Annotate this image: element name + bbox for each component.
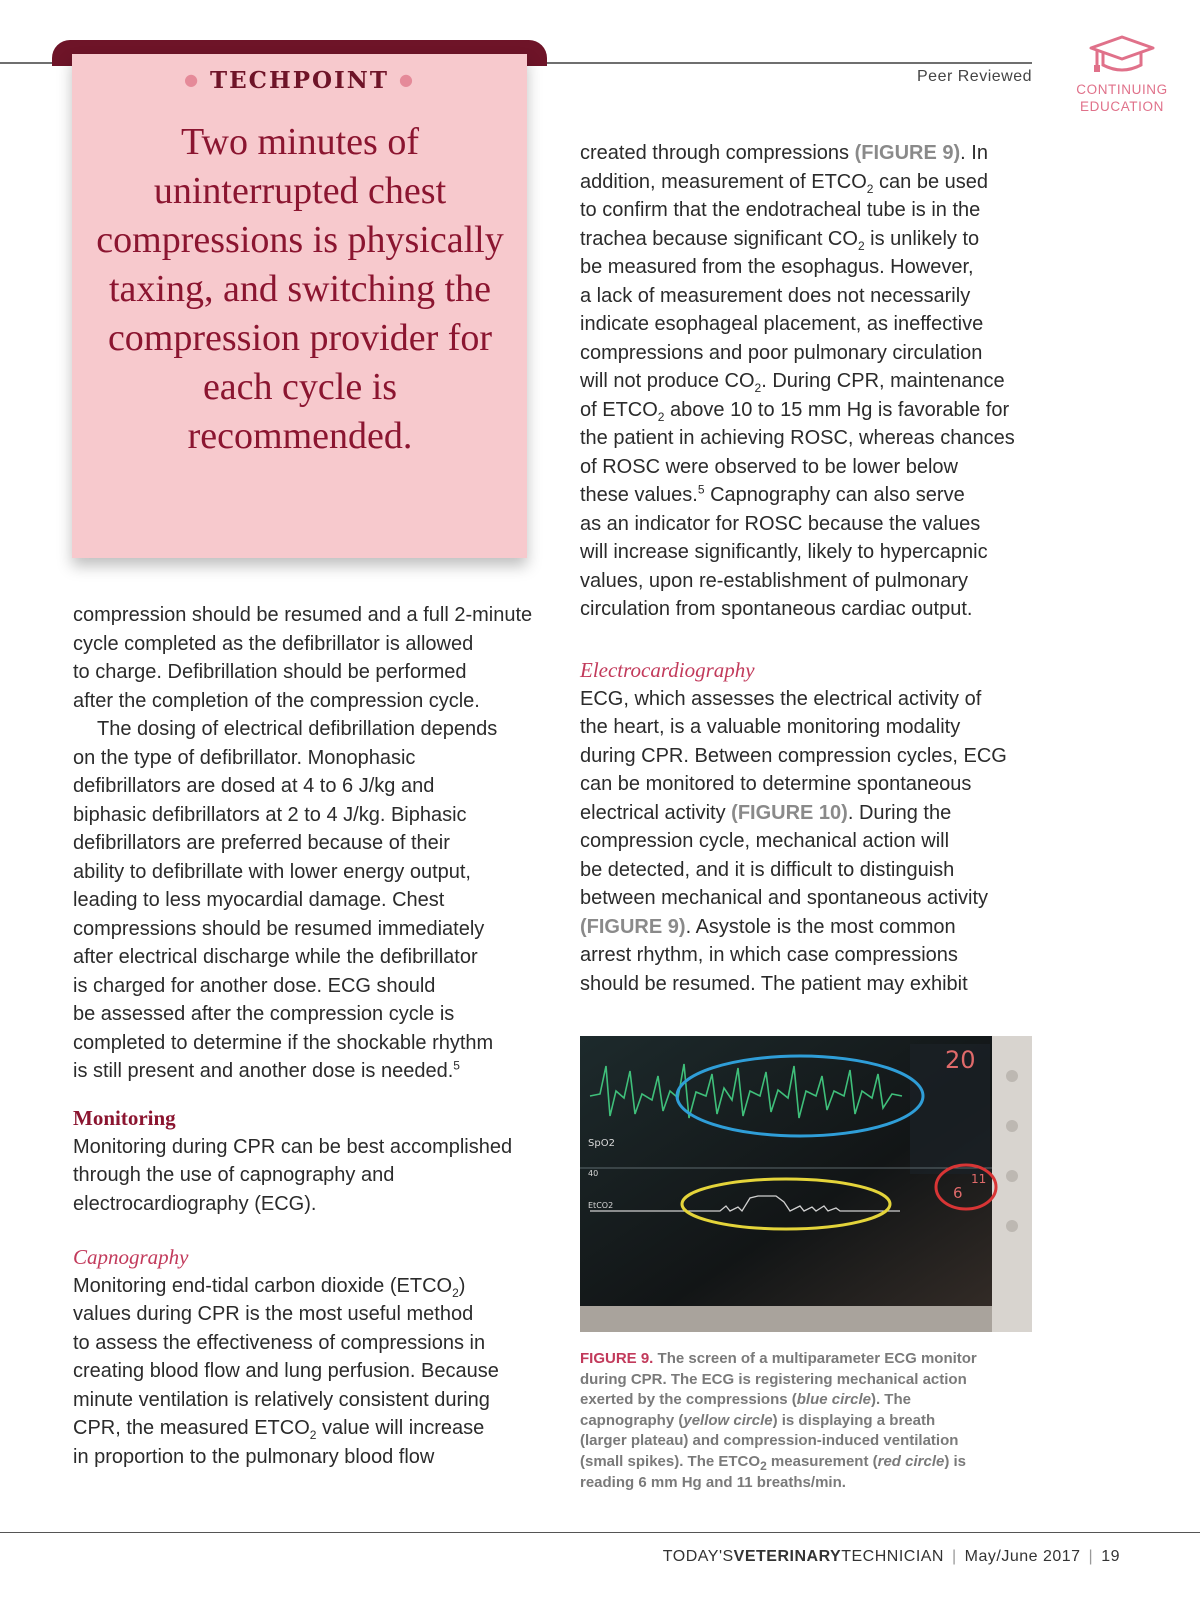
electrocardiography-heading: Electrocardiography [580, 658, 755, 682]
figure-9-caption: FIGURE 9. The screen of a multiparameter ECG monitor during CPR. The ECG is registering mechanical action exerted by the compressions (blue circle). The capnography (yellow circle) is displaying a breath (larger plateau) and compression-induced ventilation (small spikes). The $ETCO_2$ measurement (red circle) is reading 6 mm Hg and 11 breaths/min. [580, 1350, 977, 1491]
monitor-base [580, 1306, 992, 1332]
paragraph-defibrillation-dosing: The dosing of electrical defibrillation depends on the type of defibrillator. Monophasic defibrillators are dosed at 4 to 6 J/kg and biphasic defibrillators at 2 to 4 J/kg. Biphasic defibrillators are preferred because of their ability to defibrillate with lower energy output, leading to less myocardial damage. Chest compressions should be resumed immediately after electrical discharge while the defibrillator is charged for another dose. ECG should be assessed after the compression cycle is completed to determine if the shockable rhythm is still present and another dose is needed.$^5$ [73, 718, 498, 1082]
peer-reviewed-label: Peer Reviewed [917, 68, 1032, 85]
capnography-section: Capnography Monitoring end-tidal carbon dioxide $(ETCO_2)$ values during CPR is the most useful method to assess the effectiveness of compressions in creating blood flow and lung perfusion. Because minute ventilation is relatively consistent during CPR, the measured $ETCO_2$ value will increase in proportion to the pulmonary blood flow [73, 1243, 548, 1471]
etco2-value: 6 [953, 1184, 963, 1202]
continuing-education-label: CONTINUING EDUCATION [1076, 82, 1168, 114]
electrocardiography-section: Electrocardiography ECG, which assesses the electrical activity of the heart, is a valuable monitoring modality during CPR. Between compression cycles, ECG can be monitored to determine spontaneous electrical activity (FIGURE 10). During the compression cycle, mechanical action will be detected, and it is difficult to distinguish between mechanical and spontaneous activity (FIGURE 9). Asystole is the most common arrest rhythm, in which case compressions should be resumed. The patient may exhibit [580, 656, 1040, 998]
techpoint-box [72, 54, 527, 558]
footer-rule [0, 1532, 1200, 1533]
page-number: 19 [1101, 1548, 1120, 1565]
continuing-education-badge [1062, 34, 1182, 115]
left-column [73, 601, 548, 1086]
figure-10-reference[interactable]: (FIGURE 10) [731, 801, 848, 824]
capnography-heading: Capnography [73, 1245, 189, 1269]
spo2-label: SpO2 [588, 1138, 615, 1149]
etco2-label: EtCO2 [588, 1201, 614, 1210]
figure-label: FIGURE 9. [580, 1350, 654, 1367]
graduation-cap-icon [1087, 34, 1157, 76]
right-column-capnography: created through compressions (FIGURE 9). In addition, measurement of $ETCO_2$ can be used to confirm that the endotracheal tube is in the trachea because significant $CO_2$ is unlikely to be measured from the esophagus. However, a lack of measurement does not necessarily indicate esophageal placement, as ineffective compressions and poor pulmonary circulation will not produce $CO_2$. During CPR, maintenance of $ETCO_2$ above 10 to 15 mm Hg is favorable for the patient in achieving ROSC, whereas chances of ROSC were observed to be lower below these values.$^5$ Capnography can also serve as an indicator for ROSC because the values will increase significantly, likely to hypercapnic values, upon re-establishment of pulmonary circulation from spontaneous cardiac output. [580, 142, 1015, 620]
monitoring-section: Monitoring Monitoring during CPR can be best accomplished through the use of capnography and electrocardiography (ECG). [73, 1104, 548, 1218]
scale-label: 40 [588, 1169, 599, 1178]
publication-name: TODAY'SVETERINARYTECHNICIAN [662, 1548, 944, 1565]
figure-9-reference[interactable]: (FIGURE 9) [854, 142, 961, 164]
figure-9-reference[interactable]: (FIGURE 9) [580, 915, 686, 938]
ecg-monitor-image [580, 1036, 1032, 1332]
bullet-dot-icon: ● [184, 70, 201, 89]
paragraph-defibrillation-cycle: compression should be resumed and a full 2-minute cycle completed as the defibrillator is allowed to charge. Defibrillation should be performed after the completion of the compression cycle. [73, 604, 533, 712]
reference-superscript: 5 [453, 1058, 460, 1073]
monitoring-heading: Monitoring [73, 1106, 176, 1130]
techpoint-quote: Two minutes of uninterrupted chest compressions is physically taxing, and switching the compression provider for each cycle is recommended. [96, 121, 504, 457]
techpoint-heading: ● TECHPOINT ● [184, 67, 415, 94]
heart-rate-readout: 20 [945, 1046, 976, 1074]
page-footer: TODAY'SVETERINARYTECHNICIAN | May/June 2017 | 19 [662, 1548, 1120, 1565]
reference-superscript: 5 [697, 482, 705, 497]
bullet-dot-icon: ● [398, 70, 415, 89]
figure-9-monitor-photo [580, 1036, 1032, 1332]
issue-date: May/June 2017 [964, 1548, 1081, 1565]
respiratory-rate-value: 11 [971, 1172, 987, 1186]
